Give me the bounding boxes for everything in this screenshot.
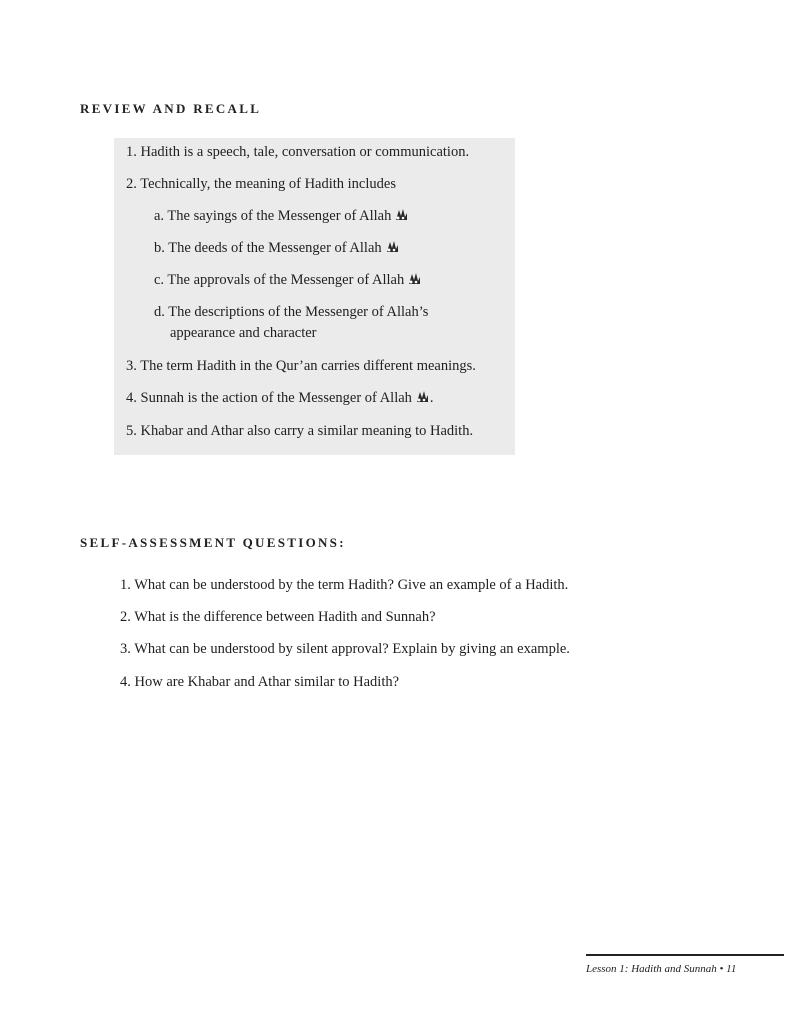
review-item-2c	[154, 270, 422, 291]
review-item-text: appearance and character	[170, 325, 317, 341]
review-box	[114, 138, 515, 455]
review-item-suffix: .	[429, 390, 434, 406]
review-item-3	[126, 356, 476, 377]
review-item-text: 4. Sunnah is the action of the Messenger of Allah	[126, 390, 412, 406]
question-4: 4. How are Khabar and Athar similar to Hadith?	[120, 674, 400, 690]
review-item-text: c. The approvals of the Messenger of Allah	[154, 272, 405, 288]
honorific-calligraphy-icon	[394, 207, 409, 222]
self-assessment-heading: SELF-ASSESSMENT QUESTIONS:	[80, 535, 346, 550]
review-item-5	[126, 421, 473, 442]
review-item-1	[126, 142, 469, 163]
review-item-text: 1. Hadith is a speech, tale, conversation or communication.	[126, 144, 470, 160]
question-3: 3. What can be understood by silent approval? Explain by giving an example.	[120, 641, 570, 657]
review-item-text: 5. Khabar and Athar also carry a similar meaning to Hadith.	[126, 423, 474, 439]
review-item-2d-continued	[170, 323, 317, 344]
review-item-text: b. The deeds of the Messenger of Allah	[154, 240, 382, 256]
honorific-calligraphy-icon	[415, 389, 430, 404]
question-2: 2. What is the difference between Hadith and Sunnah?	[120, 609, 436, 625]
review-item-2a	[154, 206, 409, 227]
footer-page-label: Lesson 1: Hadith and Sunnah • 11	[586, 963, 737, 975]
honorific-calligraphy-icon	[407, 271, 422, 286]
review-item-text: 3. The term Hadith in the Qur’an carries different meanings.	[126, 358, 476, 374]
footer-rule	[586, 954, 784, 956]
review-item-2d	[154, 302, 428, 323]
review-item-text: d. The descriptions of the Messenger of Allah’s	[154, 304, 429, 320]
review-item-text: 2. Technically, the meaning of Hadith includes	[126, 176, 396, 192]
honorific-calligraphy-icon	[385, 239, 400, 254]
review-item-2	[126, 174, 396, 195]
review-item-4	[126, 388, 434, 409]
review-item-2b	[154, 238, 400, 259]
review-item-text: a. The sayings of the Messenger of Allah	[154, 208, 392, 224]
question-1: 1. What can be understood by the term Hadith? Give an example of a Hadith.	[120, 577, 569, 593]
review-heading: REVIEW AND RECALL	[80, 101, 262, 116]
